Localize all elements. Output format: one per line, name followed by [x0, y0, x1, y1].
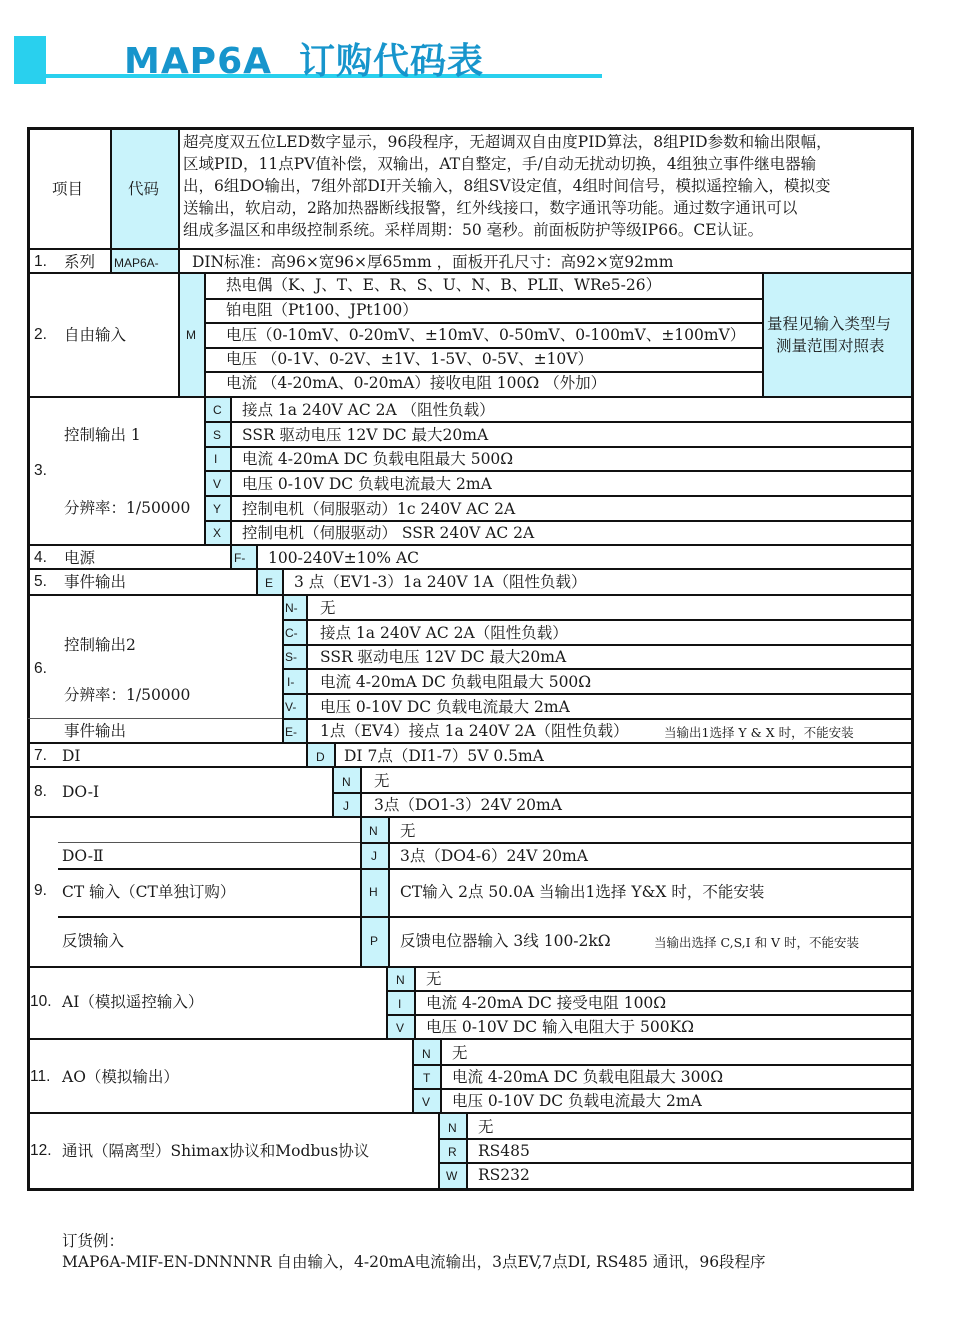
- option-text: 1点（EV4）接点 1a 240V 2A（阻性负载）: [320, 722, 629, 740]
- option-text: 无: [320, 599, 336, 617]
- row-number: 5.: [34, 573, 47, 590]
- range-note: 量程见输入类型与: [767, 315, 892, 333]
- range-note: 测量范围对照表: [776, 337, 885, 355]
- power-description: 100-240V±10% AC: [268, 549, 420, 567]
- row-label-ao: AO（模拟输出）: [62, 1068, 179, 1086]
- option-text: 无: [400, 822, 416, 840]
- row-number: 12.: [30, 1142, 52, 1159]
- option-text: 电压 0-10V DC 输入电阻大于 500KΩ: [426, 1018, 695, 1036]
- code-v: V: [213, 477, 222, 491]
- code-e: E-: [285, 725, 297, 739]
- install-note: 当输出1选择 Y & X 时，不能安装: [664, 725, 854, 740]
- row-number: 2.: [34, 326, 47, 343]
- option-text: SSR 驱动电压 12V DC 最大20mA: [242, 426, 489, 444]
- code-v: V-: [285, 700, 297, 714]
- option-text: 无: [478, 1118, 494, 1136]
- code-v: V: [396, 1021, 405, 1035]
- code-v: V: [422, 1095, 431, 1109]
- option-text: 无: [452, 1044, 468, 1062]
- code-power: F-: [234, 551, 246, 565]
- code-h: H: [369, 885, 378, 899]
- row-number: 3.: [34, 462, 47, 479]
- option-text: RS485: [478, 1142, 530, 1160]
- row-label-do2: DO-Ⅱ: [62, 847, 104, 865]
- code-n: N-: [285, 601, 298, 615]
- option-text: 3点（DO1-3）24V 20mA: [374, 796, 562, 814]
- row-number: 9.: [34, 882, 47, 899]
- option-text: 电压（0-10mV、0-20mV、±10mV、0-50mV、0-100mV、±100mV）: [226, 326, 746, 344]
- series-description: DIN标准：高96×宽96×厚65mm ，面板开孔尺寸：高92×宽92mm: [192, 253, 674, 271]
- option-text: 电压 0-10V DC 负载电流最大 2mA: [452, 1092, 702, 1110]
- option-text: 电流 （4-20mA、0-20mA）接收电阻 100Ω （外加）: [226, 374, 607, 392]
- code-i: I: [214, 452, 218, 466]
- code-di: D: [316, 750, 325, 764]
- code-w: W: [446, 1169, 458, 1183]
- code-n: N: [422, 1047, 431, 1061]
- code-input-m: M: [186, 328, 196, 342]
- row-label-ai: AI（模拟遥控输入）: [62, 993, 204, 1011]
- option-text: 电压 0-10V DC 负载电流最大 2mA: [320, 698, 570, 716]
- code-n: N: [369, 824, 378, 838]
- description-line: 组成多温区和串级控制系统。采样周期：50 毫秒。前面板防护等级IP66。CE认证。: [183, 221, 764, 239]
- resolution-label: 分辨率：1/50000: [64, 499, 191, 517]
- row-label-series: 系列: [64, 253, 96, 271]
- order-example-heading: 订货例：: [62, 1232, 125, 1250]
- row-number: 4.: [34, 549, 47, 566]
- option-text: 热电偶（K、J、T、E、R、S、U、N、B、PLⅡ、WRe5-26）: [226, 276, 662, 294]
- code-n: N: [396, 973, 405, 987]
- code-t: T: [423, 1071, 431, 1085]
- description-line: 区域PID，11点PV值补偿，双输出，AT自整定，手/自动无扰动切换，4组独立事件继电器输: [183, 155, 817, 173]
- option-text: 控制电机（伺服驱动）1c 240V AC 2A: [242, 500, 516, 518]
- code-j: J: [343, 799, 349, 813]
- row-number: 11.: [30, 1068, 51, 1085]
- option-text: CT输入 2点 50.0A 当输出1选择 Y&X 时，不能安装: [400, 883, 765, 901]
- code-y: Y: [213, 502, 222, 516]
- description-line: 送输出，软启动，2路加热器断线报警，红外线接口，数字通讯等功能。通过数字通讯可以: [183, 199, 798, 217]
- event-description: 3 点（EV1-3）1a 240V 1A（阻性负载）: [294, 573, 587, 591]
- code-c: C-: [285, 626, 298, 640]
- header-code-label: 代码: [128, 180, 160, 198]
- row-number: 6.: [34, 660, 47, 677]
- option-text: 电流 4-20mA DC 接受电阻 100Ω: [426, 994, 667, 1012]
- row-label-event: 事件输出: [64, 573, 127, 591]
- event-output-label: 事件输出: [64, 722, 127, 740]
- option-text: 反馈电位器输入 3线 100-2kΩ: [400, 932, 611, 950]
- code-n: N: [342, 775, 351, 789]
- title-accent-bar: [14, 36, 46, 84]
- row-label-power: 电源: [64, 549, 96, 567]
- option-text: 铂电阻（Pt100、JPt100）: [226, 301, 418, 319]
- code-p: P: [370, 934, 379, 948]
- di-description: DI 7点（DI1-7）5V 0.5mA: [344, 747, 544, 765]
- resolution-label: 分辨率：1/50000: [64, 686, 191, 704]
- row-label-output1: 控制输出 1: [64, 426, 141, 444]
- option-text: 3点（DO4-6）24V 20mA: [400, 847, 588, 865]
- option-text: SSR 驱动电压 12V DC 最大20mA: [320, 648, 567, 666]
- header-item-label: 项目: [52, 180, 84, 198]
- order-example-text: MAP6A-MIF-EN-DNNNNR 自由输入，4-20mA电流输出，3点EV,7点DI, RS485 通讯，96段程序: [62, 1253, 766, 1271]
- code-s: S-: [285, 650, 297, 664]
- row-number: 8.: [34, 783, 47, 800]
- option-text: 无: [374, 772, 390, 790]
- row-label-input: 自由输入: [64, 326, 127, 344]
- install-note: 当输出选择 C,S,I 和 V 时，不能安装: [654, 935, 860, 950]
- option-text: 电流 4-20mA DC 负载电阻最大 300Ω: [452, 1068, 724, 1086]
- description-line: 超亮度双五位LED数字显示，96段程序，无超调双自由度PID算法，8组PID参数和输出限幅，: [183, 133, 832, 151]
- row-label-comm: 通讯（隔离型）Shimax协议和Modbus协议: [62, 1142, 370, 1160]
- code-s: S: [213, 428, 222, 442]
- row-label-feedback: 反馈输入: [62, 932, 125, 950]
- row-label-ct: CT 输入（CT单独订购）: [62, 883, 236, 901]
- code-event: E: [265, 576, 274, 590]
- row-number: 10.: [30, 993, 52, 1010]
- row-label-di: DI: [62, 747, 81, 765]
- option-text: RS232: [478, 1166, 530, 1184]
- option-text: 接点 1a 240V AC 2A（阻性负载）: [320, 624, 568, 642]
- code-x: X: [213, 526, 222, 540]
- row-number: 7.: [34, 747, 47, 764]
- option-text: 接点 1a 240V AC 2A （阻性负载）: [242, 401, 495, 419]
- option-text: 电流 4-20mA DC 负载电阻最大 500Ω: [242, 450, 514, 468]
- description-line: 出，6组DO输出，7组外部DI开关输入，8组SV设定值，4组时间信号，模拟遥控输入，模拟变: [183, 177, 831, 195]
- option-text: 无: [426, 970, 442, 988]
- row-label-do1: DO-Ⅰ: [62, 783, 100, 801]
- row-number: 1.: [34, 253, 47, 270]
- option-text: 控制电机（伺服驱动） SSR 240V AC 2A: [242, 524, 535, 542]
- code-series: MAP6A-: [114, 256, 159, 270]
- page-title: MAP6A 订购代码表: [124, 41, 485, 82]
- code-i: I-: [287, 675, 295, 689]
- option-text: 电压 （0-1V、0-2V、±1V、1-5V、0-5V、±10V）: [226, 350, 593, 368]
- row-label-output2: 控制输出2: [64, 636, 136, 654]
- code-n: N: [448, 1121, 457, 1135]
- option-text: 电压 0-10V DC 负载电流最大 2mA: [242, 475, 492, 493]
- code-i: I: [398, 997, 402, 1011]
- code-j: J: [371, 849, 377, 863]
- option-text: 电流 4-20mA DC 负载电阻最大 500Ω: [320, 673, 592, 691]
- code-r: R: [448, 1145, 457, 1159]
- code-c: C: [213, 403, 222, 417]
